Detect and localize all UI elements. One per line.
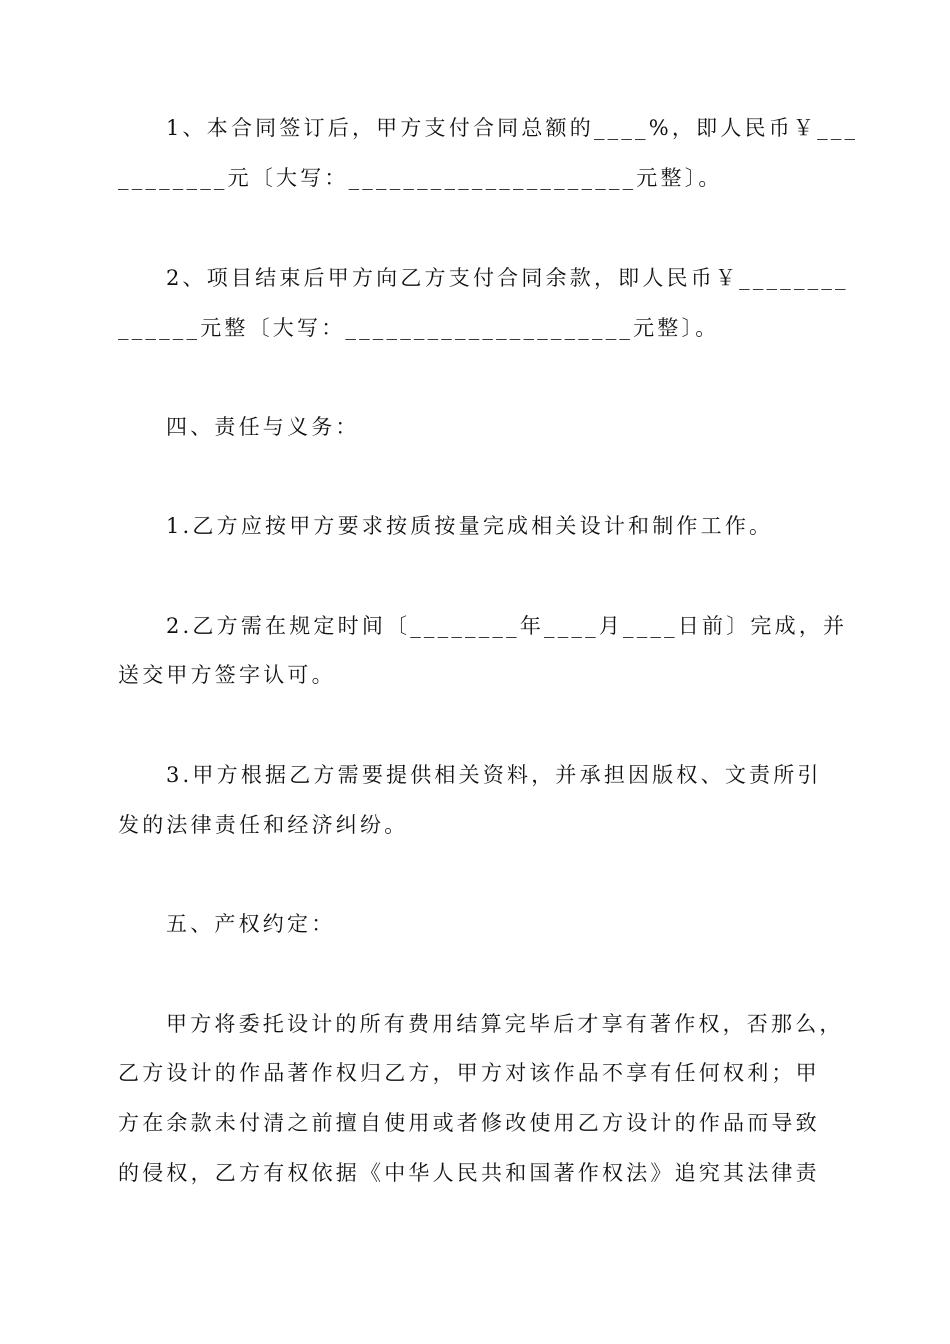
section-heading-responsibilities: 四、责任与义务： [166, 415, 360, 439]
payment-clause-1-line-2: ________元〔大写：_____________________元整〕。 [118, 166, 723, 190]
responsibility-clause-1: 1.乙方应按甲方要求按质按量完成相关设计和制作工作。 [166, 514, 774, 538]
property-rights-line-4: 的侵权，乙方有权依据《中华人民共和国著作权法》追究其法律责 [118, 1161, 820, 1185]
payment-clause-2-line-1: 2、项目结束后甲方向乙方支付合同余款，即人民币￥________ [166, 266, 849, 290]
responsibility-clause-2-line-2: 送交甲方签字认可。 [118, 663, 336, 687]
responsibility-clause-3-line-1: 3.甲方根据乙方需要提供相关资料，并承担因版权、文责所引 [166, 763, 822, 787]
section-heading-property-rights: 五、产权约定： [166, 912, 336, 936]
payment-clause-2-line-2: ______元整〔大写：_____________________元整〕。 [118, 316, 720, 340]
property-rights-line-3: 方在余款未付清之前擅自使用或者修改使用乙方设计的作品而导致 [118, 1111, 820, 1135]
payment-clause-1-line-1: 1、本合同签订后，甲方支付合同总额的____%，即人民币￥___ [166, 116, 859, 140]
responsibility-clause-3-line-2: 发的法律责任和经济纠纷。 [118, 813, 409, 837]
property-rights-line-2: 乙方设计的作品著作权归乙方，甲方对该作品不享有任何权利；甲 [118, 1061, 820, 1085]
property-rights-line-1: 甲方将委托设计的所有费用结算完毕后才享有著作权，否那么， [166, 1012, 844, 1036]
responsibility-clause-2-line-1: 2.乙方需在规定时间〔________年____月____日前〕完成，并 [166, 614, 848, 638]
